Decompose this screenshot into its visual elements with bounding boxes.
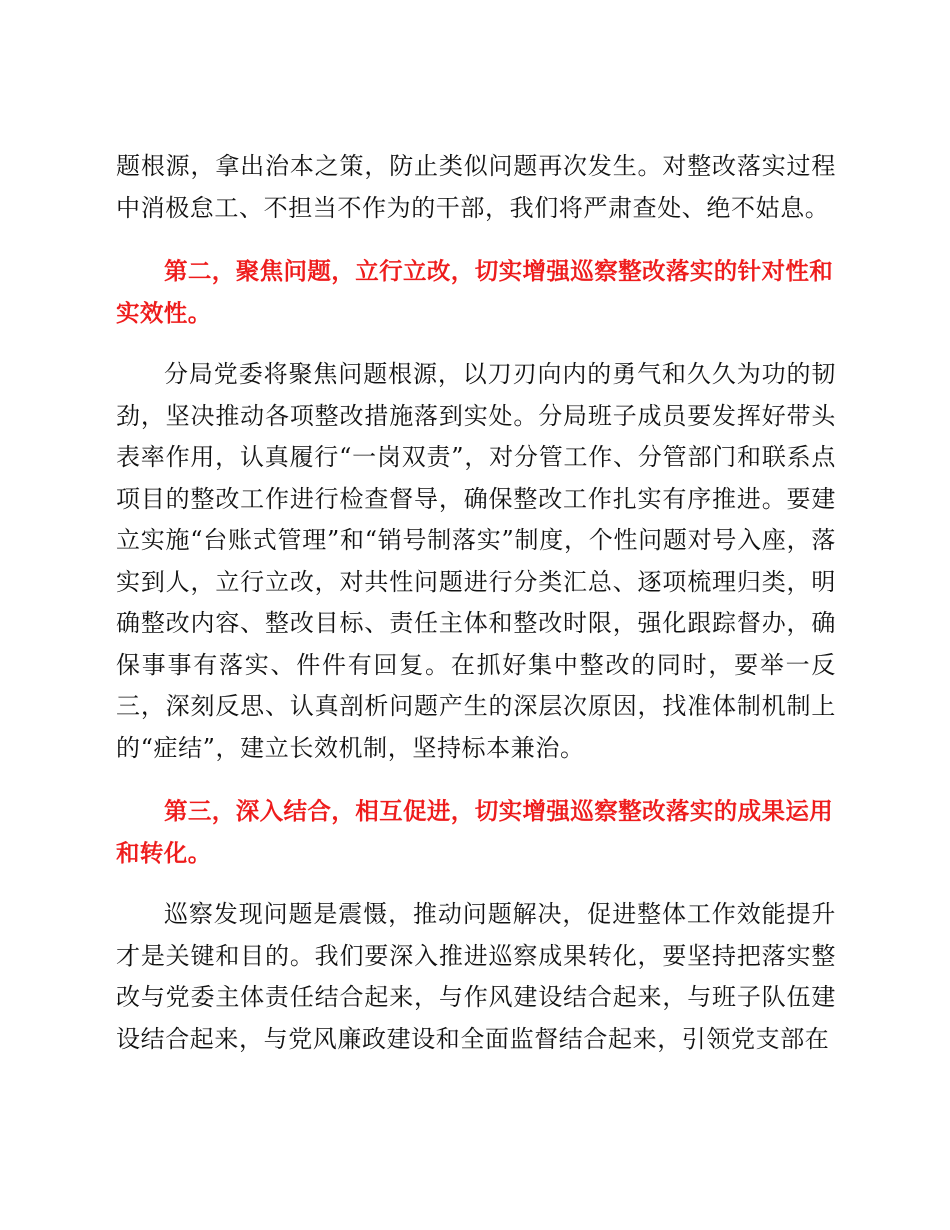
- section-heading-3: 第三，深入结合，相互促进，切实增强巡察整改落实的成果运用和转化。: [116, 797, 834, 867]
- body-paragraph-2: 分局党委将聚焦问题根源，以刀刃向内的勇气和久久为功的韧劲，坚决推动各项整改措施落到实处。分局班子成员要发挥好带头表率作用，认真履行“一岗双责”，对分管工作、分管部门和联系点项目的整改工作进行检查督导，确保整改工作扎实有序推进。要建立实施“台账式管理”和“销号制落实”制度，个性问题对号入座，落实到人，立行立改，对共性问题进行分类汇总、逐项梳理归类，明确整改内容、整改目标、责任主体和整改时限，强化跟踪督办，确保事事有落实、件件有回复。在抓好集中整改的同时，要举一反三，深刻反思、认真剖析问题产生的深层次原因，找准体制机制上的“症结”，建立长效机制，坚持标本兼治。: [116, 360, 836, 762]
- section-heading-2: 第二，聚焦问题，立行立改，切实增强巡察整改落实的针对性和实效性。: [116, 257, 834, 327]
- document-page: [116, 146, 836, 1060]
- body-paragraph-1: 题根源，拿出治本之策，防止类似问题再次发生。对整改落实过程中消极怠工、不担当不作为的干部，我们将严肃查处、绝不姑息。: [116, 152, 836, 222]
- body-paragraph-3: 巡察发现问题是震慑，推动问题解决，促进整体工作效能提升才是关键和目的。我们要深入推进巡察成果转化，要坚持把落实整改与党委主体责任结合起来，与作风建设结合起来，与班子队伍建设结合起来，与党风廉政建设和全面监督结合起来，引领党支部在: [116, 900, 836, 1053]
